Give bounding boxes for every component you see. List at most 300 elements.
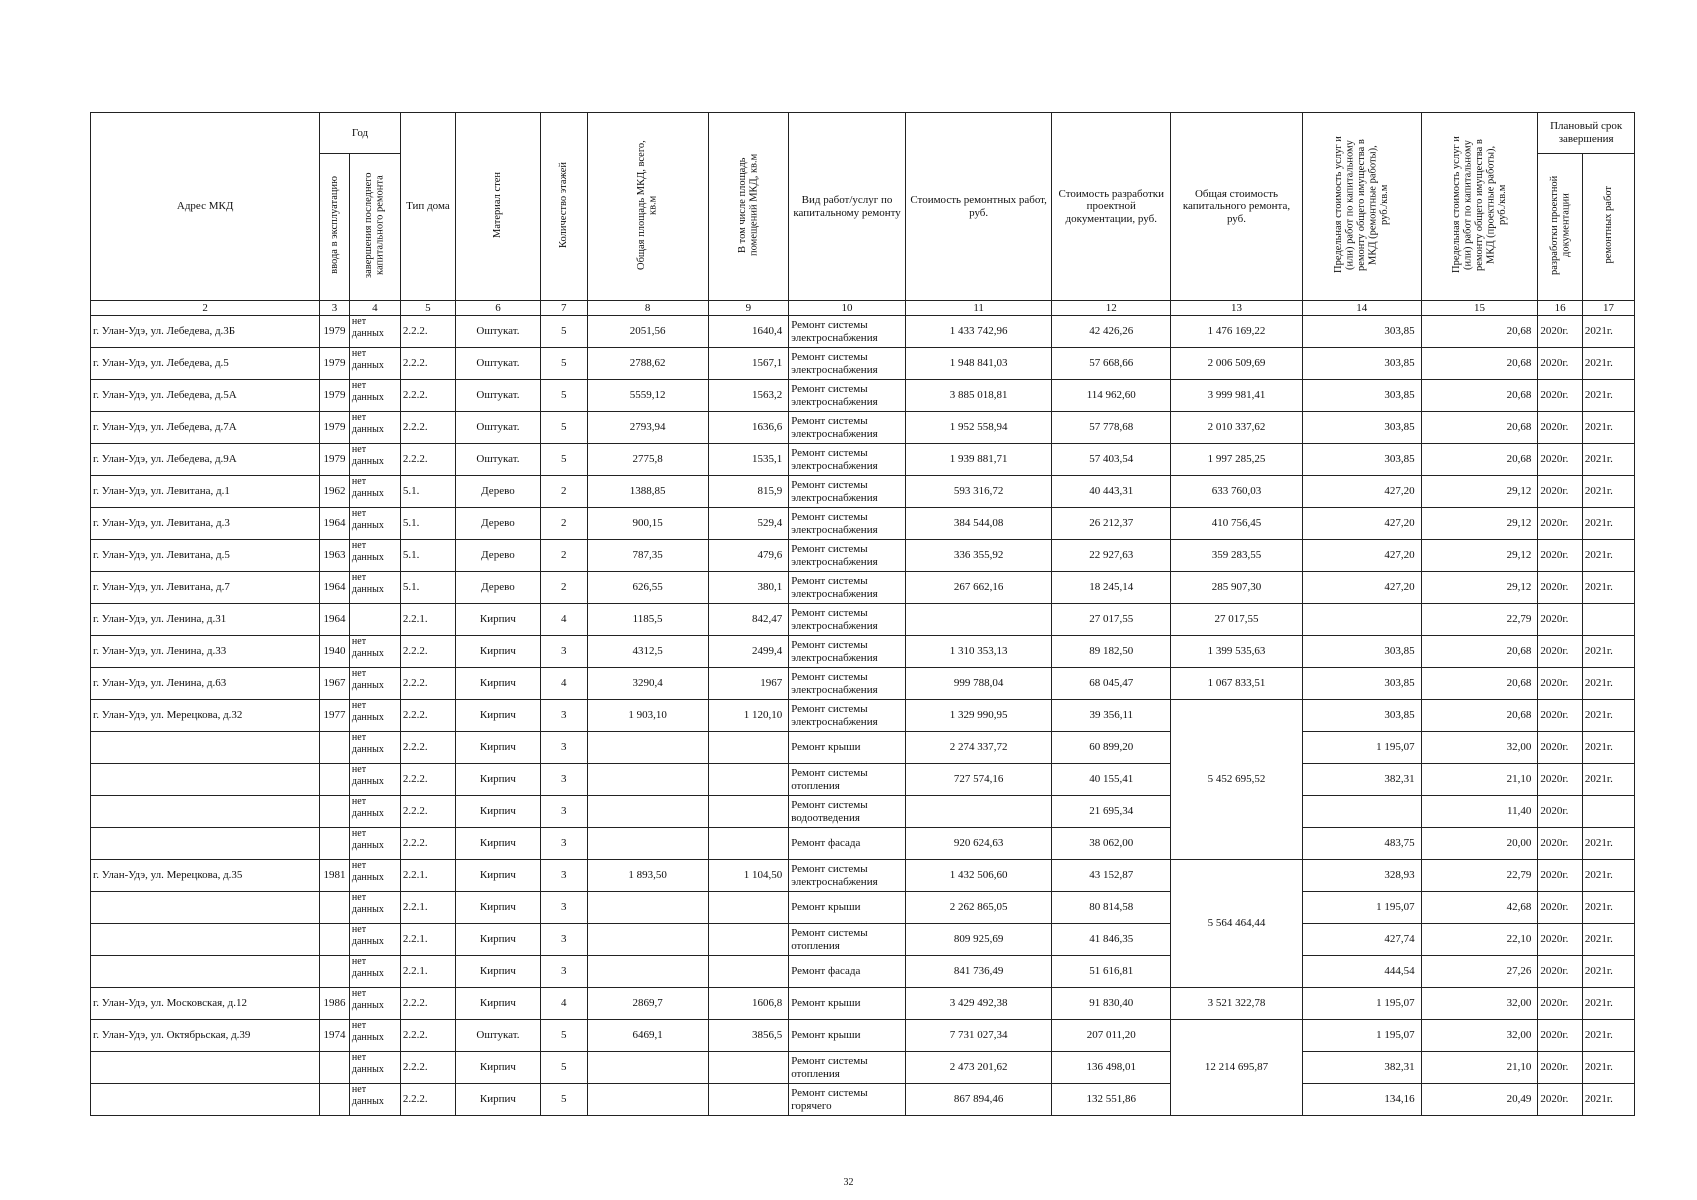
limit-design-cell: 29,12 [1421,540,1538,572]
floors-cell: 2 [540,508,587,540]
floors-cell: 5 [540,412,587,444]
floors-cell: 3 [540,892,587,924]
column-number: 13 [1171,301,1303,316]
total-area-cell: 1185,5 [587,604,708,636]
work-type-cell: Ремонт системы электроснабжения [789,476,906,508]
limit-repair-cell: 1 195,07 [1302,1020,1421,1052]
wall-material-cell: Кирпич [456,1084,541,1116]
header-deadline-works: ремонтных работ [1582,154,1634,301]
repair-cost-cell: 920 624,63 [905,828,1051,860]
wall-material-cell: Кирпич [456,700,541,732]
deadline-design-cell: 2020г. [1538,540,1583,572]
limit-design-cell: 22,10 [1421,924,1538,956]
premises-area-cell: 2499,4 [708,636,789,668]
wall-material-cell: Кирпич [456,1052,541,1084]
year-last-repair-cell: нет данных [349,476,400,508]
repair-cost-cell [905,604,1051,636]
address-cell: г. Улан-Удэ, ул. Московская, д.12 [91,988,320,1020]
house-type-cell: 2.2.2. [400,412,455,444]
premises-area-cell: 380,1 [708,572,789,604]
total-cost-cell: 5 452 695,52 [1171,700,1303,860]
address-cell: г. Улан-Удэ, ул. Ленина, д.63 [91,668,320,700]
header-total-cost: Общая стоимость капитального ремонта, руб. [1171,113,1303,301]
wall-material-cell: Кирпич [456,604,541,636]
limit-design-cell: 20,68 [1421,444,1538,476]
address-cell [91,732,320,764]
repair-cost-cell: 999 788,04 [905,668,1051,700]
year-commission-cell [320,796,350,828]
total-area-cell: 2788,62 [587,348,708,380]
floors-cell: 5 [540,444,587,476]
premises-area-cell [708,796,789,828]
repair-cost-cell: 727 574,16 [905,764,1051,796]
repair-cost-cell: 267 662,16 [905,572,1051,604]
house-type-cell: 5.1. [400,508,455,540]
deadline-design-cell: 2020г. [1538,380,1583,412]
limit-design-cell: 21,10 [1421,764,1538,796]
house-type-cell: 2.2.2. [400,380,455,412]
limit-repair-cell: 303,85 [1302,348,1421,380]
premises-area-cell: 479,6 [708,540,789,572]
year-last-repair-cell: нет данных [349,412,400,444]
deadline-works-cell: 2021г. [1582,668,1634,700]
house-type-cell: 2.2.1. [400,892,455,924]
limit-design-cell: 20,68 [1421,380,1538,412]
header-house-type: Тип дома [400,113,455,301]
repair-cost-cell: 2 274 337,72 [905,732,1051,764]
deadline-works-cell: 2021г. [1582,956,1634,988]
column-number: 9 [708,301,789,316]
address-cell: г. Улан-Удэ, ул. Лебедева, д.3Б [91,316,320,348]
design-cost-cell: 57 668,66 [1052,348,1171,380]
design-cost-cell: 38 062,00 [1052,828,1171,860]
work-type-cell: Ремонт крыши [789,1020,906,1052]
floors-cell: 2 [540,572,587,604]
address-cell [91,924,320,956]
floors-cell: 3 [540,924,587,956]
floors-cell: 4 [540,988,587,1020]
work-type-cell: Ремонт системы электроснабжения [789,604,906,636]
limit-repair-cell: 427,20 [1302,476,1421,508]
deadline-works-cell: 2021г. [1582,348,1634,380]
repair-cost-cell: 2 473 201,62 [905,1052,1051,1084]
address-cell: г. Улан-Удэ, ул. Лебедева, д.5А [91,380,320,412]
deadline-design-cell: 2020г. [1538,444,1583,476]
total-cost-cell: 1 997 285,25 [1171,444,1303,476]
work-type-cell: Ремонт системы отопления [789,924,906,956]
limit-repair-cell: 303,85 [1302,316,1421,348]
design-cost-cell: 57 403,54 [1052,444,1171,476]
work-type-cell: Ремонт системы отопления [789,764,906,796]
limit-design-cell: 32,00 [1421,732,1538,764]
column-number: 14 [1302,301,1421,316]
column-number: 12 [1052,301,1171,316]
deadline-works-cell: 2021г. [1582,732,1634,764]
house-type-cell: 2.2.1. [400,604,455,636]
wall-material-cell: Кирпич [456,636,541,668]
deadline-design-cell: 2020г. [1538,956,1583,988]
total-area-cell: 787,35 [587,540,708,572]
floors-cell: 3 [540,764,587,796]
year-last-repair-cell: нет данных [349,860,400,892]
design-cost-cell: 21 695,34 [1052,796,1171,828]
year-last-repair-cell: нет данных [349,1020,400,1052]
work-type-cell: Ремонт фасада [789,956,906,988]
year-last-repair-cell: нет данных [349,444,400,476]
floors-cell: 2 [540,476,587,508]
year-last-repair-cell: нет данных [349,572,400,604]
wall-material-cell: Дерево [456,572,541,604]
deadline-design-cell: 2020г. [1538,636,1583,668]
deadline-works-cell: 2021г. [1582,380,1634,412]
floors-cell: 5 [540,1084,587,1116]
limit-repair-cell: 328,93 [1302,860,1421,892]
design-cost-cell: 51 616,81 [1052,956,1171,988]
total-area-cell: 6469,1 [587,1020,708,1052]
address-cell: г. Улан-Удэ, ул. Левитана, д.5 [91,540,320,572]
table-row [91,444,1635,476]
repair-cost-cell: 1 433 742,96 [905,316,1051,348]
total-area-cell: 2869,7 [587,988,708,1020]
header-year-group: Год [320,113,401,154]
deadline-works-cell: 2021г. [1582,764,1634,796]
limit-repair-cell: 303,85 [1302,412,1421,444]
repair-cost-cell: 1 952 558,94 [905,412,1051,444]
limit-design-cell: 11,40 [1421,796,1538,828]
deadline-design-cell: 2020г. [1538,828,1583,860]
repair-cost-cell: 7 731 027,34 [905,1020,1051,1052]
house-type-cell: 2.2.2. [400,988,455,1020]
table-row [91,412,1635,444]
repair-cost-cell: 1 939 881,71 [905,444,1051,476]
total-cost-cell: 5 564 464,44 [1171,860,1303,988]
premises-area-cell [708,828,789,860]
column-number: 5 [400,301,455,316]
address-cell: г. Улан-Удэ, ул. Мерецкова, д.32 [91,700,320,732]
table-row [91,348,1635,380]
floors-cell: 3 [540,860,587,892]
address-cell [91,956,320,988]
year-commission-cell: 1974 [320,1020,350,1052]
address-cell [91,796,320,828]
work-type-cell: Ремонт системы отопления [789,1052,906,1084]
year-last-repair-cell: нет данных [349,988,400,1020]
wall-material-cell: Оштукат. [456,1020,541,1052]
address-cell: г. Улан-Удэ, ул. Мерецкова, д.35 [91,860,320,892]
year-commission-cell [320,1052,350,1084]
deadline-design-cell: 2020г. [1538,1084,1583,1116]
deadline-design-cell: 2020г. [1538,764,1583,796]
premises-area-cell: 815,9 [708,476,789,508]
limit-design-cell: 42,68 [1421,892,1538,924]
deadline-design-cell: 2020г. [1538,412,1583,444]
house-type-cell: 2.2.2. [400,1052,455,1084]
capital-repair-table-sheet [90,112,1635,1116]
deadline-works-cell: 2021г. [1582,476,1634,508]
design-cost-cell: 136 498,01 [1052,1052,1171,1084]
design-cost-cell: 207 011,20 [1052,1020,1171,1052]
house-type-cell: 5.1. [400,540,455,572]
house-type-cell: 5.1. [400,476,455,508]
premises-area-cell: 1 120,10 [708,700,789,732]
year-commission-cell [320,956,350,988]
total-cost-cell: 633 760,03 [1171,476,1303,508]
total-cost-cell: 359 283,55 [1171,540,1303,572]
wall-material-cell: Кирпич [456,988,541,1020]
limit-design-cell: 29,12 [1421,508,1538,540]
total-cost-cell: 27 017,55 [1171,604,1303,636]
deadline-works-cell: 2021г. [1582,412,1634,444]
header-limit-design: Предельная стоимость услуг и (или) работ по капитальному ремонту общего имущества в МКД (проектные работы), руб./кв.м [1421,113,1538,301]
address-cell [91,828,320,860]
premises-area-cell [708,924,789,956]
header-total-area: Общая площадь МКД, всего, кв.м [587,113,708,301]
design-cost-cell: 40 155,41 [1052,764,1171,796]
deadline-design-cell: 2020г. [1538,348,1583,380]
limit-design-cell: 20,68 [1421,700,1538,732]
year-last-repair-cell: нет данных [349,380,400,412]
table-row [91,380,1635,412]
deadline-works-cell: 2021г. [1582,700,1634,732]
table-row [91,700,1635,732]
deadline-works-cell: 2021г. [1582,988,1634,1020]
year-commission-cell [320,1084,350,1116]
limit-repair-cell: 134,16 [1302,1084,1421,1116]
limit-design-cell: 20,68 [1421,316,1538,348]
year-last-repair-cell: нет данных [349,1052,400,1084]
floors-cell: 4 [540,604,587,636]
deadline-design-cell: 2020г. [1538,892,1583,924]
limit-design-cell: 29,12 [1421,572,1538,604]
repair-cost-cell: 3 429 492,38 [905,988,1051,1020]
table-row [91,1052,1635,1084]
work-type-cell: Ремонт системы электроснабжения [789,412,906,444]
house-type-cell: 2.2.1. [400,860,455,892]
limit-repair-cell [1302,604,1421,636]
deadline-works-cell: 2021г. [1582,860,1634,892]
column-number: 10 [789,301,906,316]
deadline-works-cell: 2021г. [1582,540,1634,572]
total-area-cell [587,892,708,924]
floors-cell: 3 [540,828,587,860]
deadline-design-cell: 2020г. [1538,572,1583,604]
deadline-works-cell [1582,796,1634,828]
wall-material-cell: Дерево [456,540,541,572]
address-cell: г. Улан-Удэ, ул. Ленина, д.33 [91,636,320,668]
table-row [91,828,1635,860]
total-cost-cell: 12 214 695,87 [1171,1020,1303,1116]
wall-material-cell: Кирпич [456,892,541,924]
total-area-cell [587,924,708,956]
limit-repair-cell: 303,85 [1302,444,1421,476]
limit-design-cell: 32,00 [1421,988,1538,1020]
header-design-cost: Стоимость разработки проектной документации, руб. [1052,113,1171,301]
table-row [91,508,1635,540]
premises-area-cell [708,764,789,796]
repair-cost-cell [905,796,1051,828]
total-cost-cell: 1 067 833,51 [1171,668,1303,700]
total-area-cell: 5559,12 [587,380,708,412]
address-cell: г. Улан-Удэ, ул. Октябрьская, д.39 [91,1020,320,1052]
total-area-cell: 1 893,50 [587,860,708,892]
year-last-repair-cell: нет данных [349,956,400,988]
table-row [91,924,1635,956]
work-type-cell: Ремонт системы электроснабжения [789,700,906,732]
total-area-cell [587,1084,708,1116]
column-number: 11 [905,301,1051,316]
total-area-cell: 2051,56 [587,316,708,348]
work-type-cell: Ремонт крыши [789,732,906,764]
table-row [91,540,1635,572]
design-cost-cell: 27 017,55 [1052,604,1171,636]
year-last-repair-cell: нет данных [349,1084,400,1116]
premises-area-cell [708,732,789,764]
total-cost-cell: 1 399 535,63 [1171,636,1303,668]
deadline-works-cell: 2021г. [1582,924,1634,956]
column-number: 4 [349,301,400,316]
year-commission-cell [320,732,350,764]
total-cost-cell: 285 907,30 [1171,572,1303,604]
design-cost-cell: 26 212,37 [1052,508,1171,540]
wall-material-cell: Кирпич [456,956,541,988]
house-type-cell: 2.2.2. [400,668,455,700]
limit-design-cell: 21,10 [1421,1052,1538,1084]
wall-material-cell: Кирпич [456,796,541,828]
address-cell [91,1084,320,1116]
limit-design-cell: 29,12 [1421,476,1538,508]
column-number: 15 [1421,301,1538,316]
limit-design-cell: 20,68 [1421,636,1538,668]
house-type-cell: 2.2.2. [400,1084,455,1116]
house-type-cell: 2.2.2. [400,796,455,828]
work-type-cell: Ремонт крыши [789,988,906,1020]
header-limit-repair: Предельная стоимость услуг и (или) работ по капитальному ремонту общего имущества в МКД (ремонтные работы), руб./кв.м [1302,113,1421,301]
wall-material-cell: Дерево [456,508,541,540]
year-last-repair-cell: нет данных [349,892,400,924]
premises-area-cell: 1 104,50 [708,860,789,892]
limit-repair-cell: 427,20 [1302,508,1421,540]
deadline-works-cell: 2021г. [1582,1084,1634,1116]
house-type-cell: 2.2.2. [400,1020,455,1052]
limit-design-cell: 27,26 [1421,956,1538,988]
design-cost-cell: 18 245,14 [1052,572,1171,604]
header-year-commission: ввода в эксплуатацию [320,154,350,301]
year-last-repair-cell: нет данных [349,764,400,796]
total-area-cell [587,1052,708,1084]
year-commission-cell: 1964 [320,572,350,604]
table-row [91,892,1635,924]
table-row [91,956,1635,988]
premises-area-cell: 529,4 [708,508,789,540]
design-cost-cell: 41 846,35 [1052,924,1171,956]
address-cell [91,1052,320,1084]
deadline-design-cell: 2020г. [1538,1052,1583,1084]
deadline-design-cell: 2020г. [1538,924,1583,956]
repair-cost-cell: 1 310 353,13 [905,636,1051,668]
total-area-cell: 3290,4 [587,668,708,700]
premises-area-cell: 1563,2 [708,380,789,412]
limit-repair-cell: 382,31 [1302,1052,1421,1084]
total-cost-cell: 1 476 169,22 [1171,316,1303,348]
work-type-cell: Ремонт системы электроснабжения [789,348,906,380]
limit-repair-cell: 303,85 [1302,668,1421,700]
premises-area-cell: 1640,4 [708,316,789,348]
limit-repair-cell: 1 195,07 [1302,988,1421,1020]
deadline-works-cell: 2021г. [1582,892,1634,924]
house-type-cell: 2.2.2. [400,316,455,348]
year-last-repair-cell [349,604,400,636]
table-row [91,988,1635,1020]
limit-repair-cell: 427,20 [1302,572,1421,604]
wall-material-cell: Оштукат. [456,412,541,444]
deadline-works-cell: 2021г. [1582,1052,1634,1084]
deadline-design-cell: 2020г. [1538,860,1583,892]
table-row [91,1084,1635,1116]
limit-design-cell: 20,68 [1421,412,1538,444]
total-cost-cell: 2 006 509,69 [1171,348,1303,380]
deadline-works-cell: 2021г. [1582,508,1634,540]
address-cell: г. Улан-Удэ, ул. Левитана, д.3 [91,508,320,540]
premises-area-cell: 842,47 [708,604,789,636]
floors-cell: 3 [540,796,587,828]
year-commission-cell: 1979 [320,412,350,444]
column-number: 8 [587,301,708,316]
repair-cost-cell: 2 262 865,05 [905,892,1051,924]
limit-design-cell: 20,49 [1421,1084,1538,1116]
year-last-repair-cell: нет данных [349,732,400,764]
repair-cost-cell: 3 885 018,81 [905,380,1051,412]
house-type-cell: 2.2.1. [400,956,455,988]
limit-repair-cell: 303,85 [1302,636,1421,668]
address-cell: г. Улан-Удэ, ул. Лебедева, д.9А [91,444,320,476]
column-number: 16 [1538,301,1583,316]
limit-design-cell: 20,68 [1421,668,1538,700]
design-cost-cell: 89 182,50 [1052,636,1171,668]
limit-design-cell: 22,79 [1421,860,1538,892]
address-cell [91,764,320,796]
header-floors: Количество этажей [540,113,587,301]
year-last-repair-cell: нет данных [349,540,400,572]
floors-cell: 4 [540,668,587,700]
limit-repair-cell: 382,31 [1302,764,1421,796]
wall-material-cell: Оштукат. [456,316,541,348]
deadline-design-cell: 2020г. [1538,1020,1583,1052]
wall-material-cell: Оштукат. [456,348,541,380]
repair-cost-cell: 1 432 506,60 [905,860,1051,892]
deadline-design-cell: 2020г. [1538,796,1583,828]
header-deadline-design: разработки проектной документации [1538,154,1583,301]
deadline-design-cell: 2020г. [1538,988,1583,1020]
column-number: 17 [1582,301,1634,316]
design-cost-cell: 40 443,31 [1052,476,1171,508]
deadline-design-cell: 2020г. [1538,476,1583,508]
premises-area-cell [708,1084,789,1116]
repair-cost-cell: 867 894,46 [905,1084,1051,1116]
deadline-design-cell: 2020г. [1538,604,1583,636]
design-cost-cell: 80 814,58 [1052,892,1171,924]
repair-cost-cell: 841 736,49 [905,956,1051,988]
header-premises-area: В том числе площадь помещений МКД, кв.м [708,113,789,301]
wall-material-cell: Оштукат. [456,380,541,412]
deadline-works-cell: 2021г. [1582,316,1634,348]
year-last-repair-cell: нет данных [349,508,400,540]
address-cell: г. Улан-Удэ, ул. Левитана, д.7 [91,572,320,604]
deadline-works-cell: 2021г. [1582,572,1634,604]
wall-material-cell: Кирпич [456,668,541,700]
deadline-design-cell: 2020г. [1538,668,1583,700]
wall-material-cell: Дерево [456,476,541,508]
year-last-repair-cell: нет данных [349,924,400,956]
